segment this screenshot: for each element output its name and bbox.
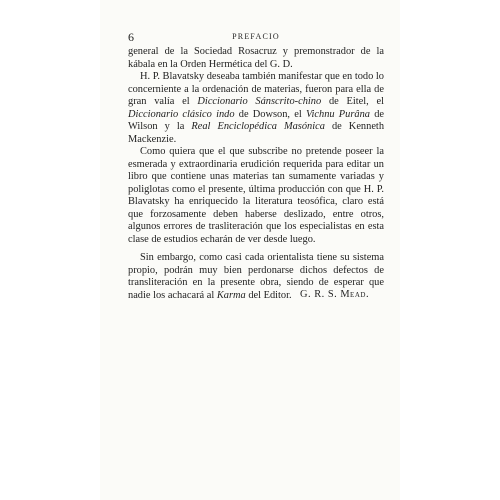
page-header (128, 30, 384, 44)
paragraph-3: Como quiera que el que subscribe no pretende poseer la esmerada y extraordinaria erudición requerida para editar un libro que contiene unas materias tan sumamente variadas y poliglotas como el presente, última producción con que H. P. Blavatsky ha enriquecido la literatura teosófica, claro está que forzosamente deben haberse deslizado, entre otros, algunos errores de trasliteración que los especialistas en esta clase de estudios echarán de ver desde luego. (128, 146, 384, 245)
italic-title-eitel: Diccionario Sánscrito-chino (197, 96, 322, 107)
page-number: 6 (128, 30, 134, 44)
paragraph-2-text: H. P. Blavatsky deseaba también manifestar que en todo lo concerniente a la ordenación de materias, fueron para ella de gran valía el (128, 71, 384, 107)
italic-title-dowson: Diccionario clásico indo (128, 108, 235, 120)
signature-initials: G. R. S. (300, 289, 341, 300)
paragraph-4-text: Sin embargo, como casi cada orientalista tiene su sistema propio, podrán muy bien perdonarse dichos defectos de transliteración en la presente obra, siendo de esperar que nadie los achacará al (128, 252, 384, 301)
paragraph-2-text: de Wilson y la (128, 108, 385, 132)
paragraph-2-text: de Kenneth Mackenzie. (128, 121, 385, 145)
paragraph-4-text: del Editor. (245, 289, 292, 301)
running-title: PREFACIO (232, 32, 280, 41)
paragraph-1: general de la Sociedad Rosacruz y premonstrador de la kábala en la Orden Hermética del G. D. (128, 46, 384, 70)
signature-surname: Mead. (340, 289, 370, 300)
paragraph-2 (128, 71, 384, 146)
italic-title-wilson: Vichnu Purâna (305, 108, 370, 120)
italic-title-mackenzie: Real Enciclopédica Masónica (191, 121, 325, 132)
italic-karma: Karma (216, 289, 246, 301)
signature (300, 289, 369, 300)
paragraph-2-text: de Dowson, el (234, 108, 306, 120)
body-text (128, 46, 384, 302)
paragraph-2-text: de Eitel, el (321, 96, 384, 107)
